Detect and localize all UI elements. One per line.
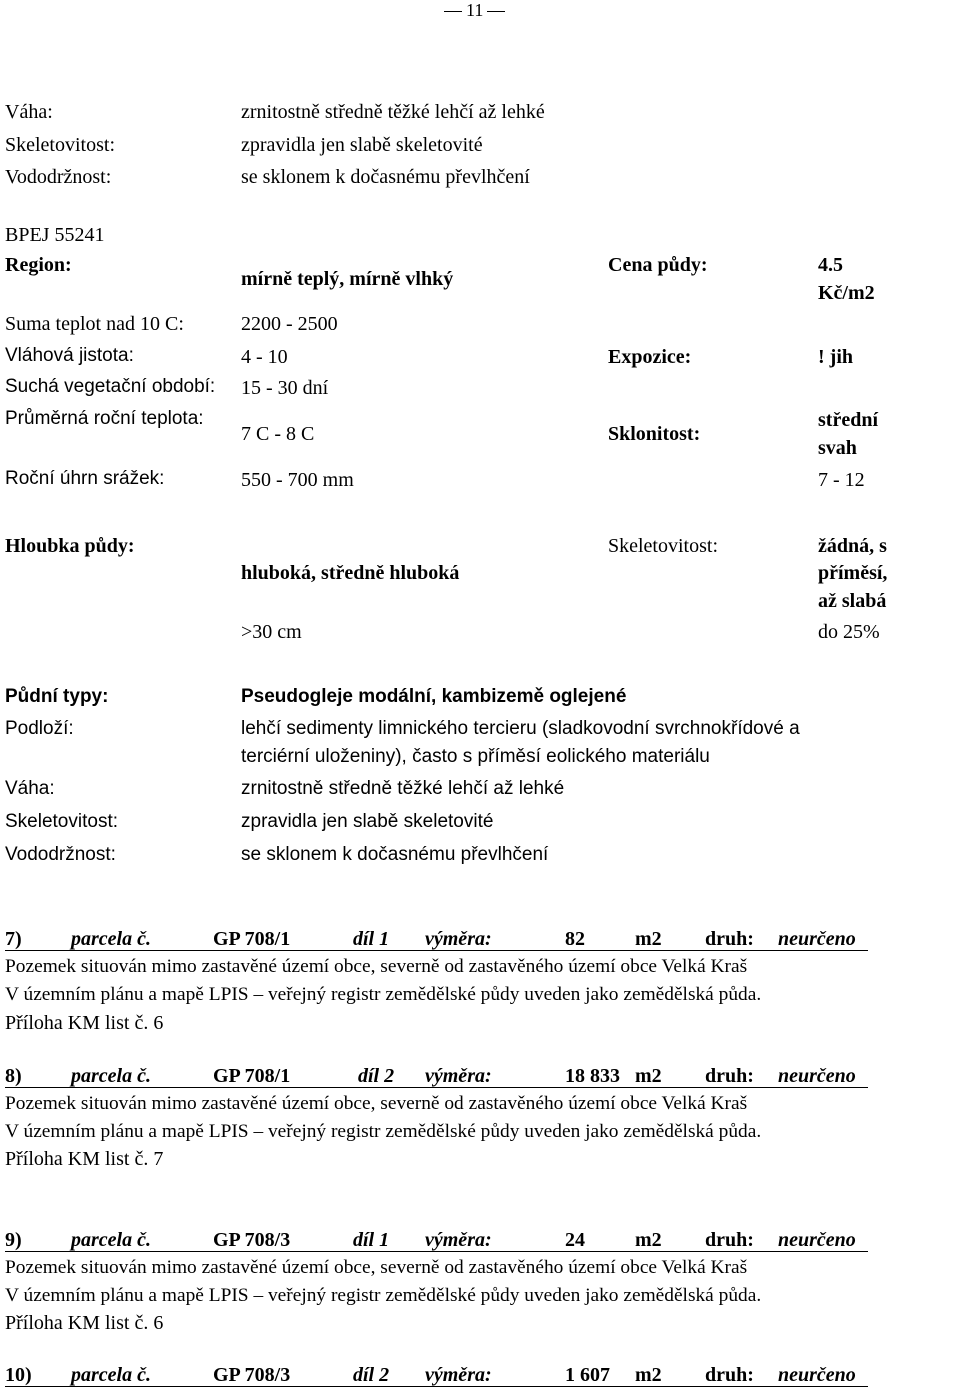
suma-label: Suma teplot nad 10 C: (5, 313, 184, 335)
parcel-unit: m2 (635, 1065, 662, 1087)
parcel-description-line2: V územním plánu a mapě LPIS – veřejný registr zemědělské půdy uveden jako zemědělská půda. (5, 1121, 762, 1142)
soil-typy-value: Pseudogleje modální, kambizemě oglejené (241, 686, 627, 707)
parcel-druh-label: druh: (705, 1229, 754, 1251)
parcel-gp: GP 708/1 (213, 1065, 291, 1087)
parcel-gp: GP 708/1 (213, 928, 291, 950)
parcel-label: parcela č. (71, 1364, 151, 1386)
vlahova-label: Vláhová jistota: (5, 345, 134, 366)
parcel-num: 10) (5, 1364, 32, 1386)
page-number: 11 (440, 0, 509, 21)
soil-skel-label: Skeletovitost: (5, 811, 118, 832)
hloubka-percent: do 25% (818, 621, 880, 643)
parcel-num: 8) (5, 1065, 22, 1087)
parcel-unit: m2 (635, 1364, 662, 1386)
parcel-num: 9) (5, 1229, 22, 1251)
parcel-description-line1: Pozemek situován mimo zastavěné území obce, severně od zastavěného území obce Velká Kraš (5, 1093, 748, 1114)
parcel-unit: m2 (635, 928, 662, 950)
hloubka-depth: >30 cm (241, 621, 302, 643)
parcel-gp: GP 708/3 (213, 1229, 291, 1251)
parcel-label: parcela č. (71, 1229, 151, 1251)
soil-vaha-label: Váha: (5, 778, 55, 799)
parcel-num: 7) (5, 928, 22, 950)
cena-value-1: 4.5 (818, 254, 843, 276)
suma-value: 2200 - 2500 (241, 313, 338, 335)
soil-skel-value: zpravidla jen slabě skeletovité (241, 811, 494, 832)
rocni-value: 550 - 700 mm (241, 469, 354, 491)
soil-podlozi-value-1: lehčí sedimenty limnického tercieru (sladkovodní svrchnokřídové a (241, 718, 800, 739)
expozice-value: ! jih (818, 346, 853, 368)
parcel-druh-label: druh: (705, 928, 754, 950)
parcel-description-line1: Pozemek situován mimo zastavěné území obce, severně od zastavěného území obce Velká Kraš (5, 956, 748, 977)
sklonitost-value-2: svah (818, 437, 857, 459)
sklonitost-label: Sklonitost: (608, 423, 701, 445)
parcel-area: 82 (565, 928, 585, 950)
parcel-label: parcela č. (71, 928, 151, 950)
hloubka-skel-value-3: až slabá (818, 590, 887, 612)
region-value: mírně teplý, mírně vlhký (241, 268, 454, 290)
hloubka-value: hluboká, středně hluboká (241, 562, 460, 584)
soil-typy-label: Půdní typy: (5, 686, 109, 707)
soil-podlozi-label: Podloží: (5, 718, 74, 739)
parcel-vymera-label: výměra: (425, 928, 492, 950)
parcel-description-line2: V územním plánu a mapě LPIS – veřejný registr zemědělské půdy uveden jako zemědělská půda. (5, 1285, 762, 1306)
parcel-description-line1: Pozemek situován mimo zastavěné území obce, severně od zastavěného území obce Velká Kraš (5, 1257, 748, 1278)
sucha-value: 15 - 30 dní (241, 377, 329, 399)
parcel-druh-value: neurčeno (778, 1364, 856, 1386)
parcel-druh-value: neurčeno (778, 928, 856, 950)
rocni-label: Roční úhrn srážek: (5, 468, 165, 489)
hloubka-skel-value-1: žádná, s (818, 535, 887, 557)
region-label: Region: (5, 254, 72, 276)
parcel-area: 24 (565, 1229, 585, 1251)
soil-vodo-value: se sklonem k dočasnému převlhčení (241, 844, 549, 865)
bpej-code: BPEJ 55241 (5, 224, 105, 246)
parcel-dil: díl 1 (353, 1229, 390, 1251)
hloubka-skel-label: Skeletovitost: (608, 535, 718, 557)
parcel-dil: díl 1 (353, 928, 390, 950)
top-vododrznost-value: se sklonem k dočasnému převlhčení (241, 166, 530, 188)
hloubka-label: Hloubka půdy: (5, 535, 135, 557)
cena-value-2: Kč/m2 (818, 282, 875, 304)
top-vaha-value: zrnitostně středně těžké lehčí až lehké (241, 101, 545, 123)
soil-vodo-label: Vododržnost: (5, 844, 116, 865)
sklonitost-value-1: střední (818, 409, 878, 431)
top-vododrznost-label: Vododržnost: (5, 166, 112, 188)
parcel-attachment: Příloha KM list č. 6 (5, 1012, 164, 1034)
hloubka-skel-value-2: příměsí, (818, 562, 888, 584)
parcel-druh-value: neurčeno (778, 1065, 856, 1087)
parcel-gp: GP 708/3 (213, 1364, 291, 1386)
parcel-vymera-label: výměra: (425, 1364, 492, 1386)
prumerna-label: Průměrná roční teplota: (5, 408, 204, 429)
top-skeletovitost-value: zpravidla jen slabě skeletovité (241, 134, 483, 156)
parcel-attachment: Příloha KM list č. 7 (5, 1148, 164, 1170)
parcel-vymera-label: výměra: (425, 1229, 492, 1251)
parcel-attachment: Příloha KM list č. 6 (5, 1312, 164, 1334)
vlahova-value: 4 - 10 (241, 346, 288, 368)
soil-vaha-value: zrnitostně středně těžké lehčí až lehké (241, 778, 565, 799)
parcel-dil: díl 2 (353, 1364, 390, 1386)
expozice-label: Expozice: (608, 346, 692, 368)
parcel-label: parcela č. (71, 1065, 151, 1087)
page-number-dash-right (487, 11, 505, 12)
cena-label: Cena půdy: (608, 254, 708, 276)
parcel-druh-label: druh: (705, 1364, 754, 1386)
parcel-area: 18 833 (565, 1065, 620, 1087)
page-number-dash-left (444, 11, 462, 12)
top-vaha-label: Váha: (5, 101, 53, 123)
rocni-right: 7 - 12 (818, 469, 865, 491)
parcel-description-line2: V územním plánu a mapě LPIS – veřejný registr zemědělské půdy uveden jako zemědělská půda. (5, 984, 762, 1005)
parcel-dil: díl 2 (358, 1065, 395, 1087)
parcel-druh-label: druh: (705, 1065, 754, 1087)
sucha-label: Suchá vegetační období: (5, 376, 216, 397)
parcel-area: 1 607 (565, 1364, 610, 1386)
soil-podlozi-value-2: terciérní uloženiny), často s příměsí eolického materiálu (241, 746, 710, 767)
parcel-vymera-label: výměra: (425, 1065, 492, 1087)
parcel-druh-value: neurčeno (778, 1229, 856, 1251)
prumerna-value: 7 C - 8 C (241, 423, 315, 445)
parcel-unit: m2 (635, 1229, 662, 1251)
top-skeletovitost-label: Skeletovitost: (5, 134, 115, 156)
